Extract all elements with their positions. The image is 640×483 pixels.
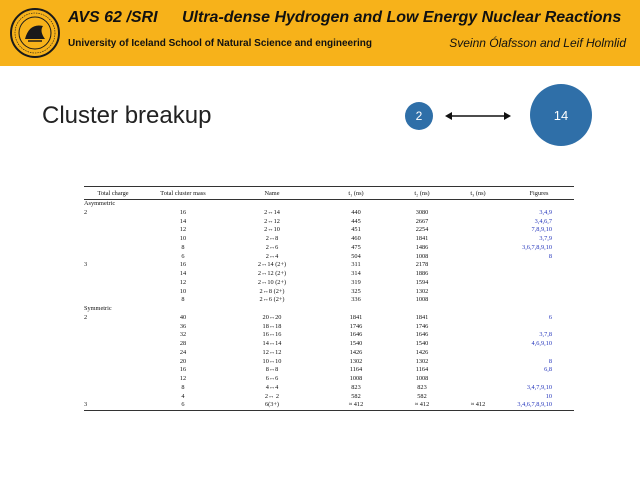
cell-name: 10↔10 [262,357,282,365]
section-label: Symmetric [84,305,112,312]
cell-name: 2↔8 [265,235,279,242]
cell-fig: 6,8 [544,366,552,374]
cell-t2: 1008 [415,296,429,304]
cell-fig: 4,6,9,10 [531,340,552,347]
cell-t2: 1426 [415,348,429,356]
cell-mass: 10 [179,287,187,295]
table-row [84,384,574,393]
section-label: Asymmetric [84,200,116,207]
cell-t3 [452,375,504,384]
cell-charge [84,218,142,227]
cell-charge [84,235,142,244]
cell-name: 20↔20 [262,313,282,321]
cell-t3 [452,226,504,235]
cell-t1: 1008 [349,375,363,382]
cell-fig: 3,6,7,8,9,10 [522,243,552,251]
cell-charge [84,244,142,253]
cell-charge [84,358,142,367]
cell-t2: 1841 [415,235,429,242]
cell-t2: 1008 [415,252,429,260]
cell-name: 6↔6 [265,375,279,382]
cell-t2: 1164 [415,366,429,374]
cell-charge [84,340,142,349]
cell-t1: 325 [351,287,361,295]
cell-mass: 12 [179,278,187,286]
cell-t3 [452,218,504,227]
cell-t1: 336 [351,296,361,304]
cell-fig [504,261,574,270]
table-row [84,375,574,384]
cell-t3 [452,331,504,340]
cell-fig: 3,7,9 [539,235,552,242]
university-seal-logo [10,8,60,58]
cell-name: 2↔14 [264,208,280,216]
cell-mass: 4 [181,392,185,400]
cell-fig [504,296,574,305]
cluster-small-label: 2 [415,109,423,123]
cell-t1: 1746 [349,322,363,330]
cell-mass: 16 [179,261,187,269]
cell-name: 14↔14 [262,340,282,347]
cell-mass: 12 [179,375,187,382]
cell-name: 8↔8 [265,366,279,374]
cell-t3 [452,288,504,297]
conference-name: AVS 62 /SRI [68,9,158,26]
cell-name: 18↔18 [262,322,282,330]
cell-t3 [452,296,504,305]
cell-mass: 8 [181,243,185,251]
cell-mass: 8 [181,383,185,391]
cell-fig [504,349,574,358]
slide-title: Cluster breakup [42,102,212,129]
table-row [84,393,574,402]
table-row [84,244,574,253]
cell-name: 2↔4 [265,252,279,260]
cell-name: 12↔12 [262,348,282,356]
cell-fig [504,323,574,332]
cell-t3 [452,340,504,349]
cell-fig: 8 [548,357,552,365]
cell-charge: 3 [84,401,142,410]
cell-t2: ≈ 412 [392,401,452,410]
cell-t3 [452,314,504,323]
cell-fig: 6 [548,313,552,321]
header-figures: Figures [504,187,574,200]
table-section-row [84,305,574,314]
cell-t3 [452,323,504,332]
header-t1: t₁ (ns) [320,187,392,200]
cell-fig: 8 [548,252,552,260]
cell-t2: 823 [417,383,427,391]
header-total-cluster-mass: Total cluster mass [142,187,224,200]
cell-t2: 1008 [415,375,429,382]
cell-t1: 582 [351,392,361,400]
table-row [84,401,574,410]
table-row [84,288,574,297]
cell-t3: ≈ 412 [452,401,504,410]
cell-t3 [452,235,504,244]
cell-t1: ≈ 412 [320,401,392,410]
cell-charge [84,349,142,358]
cell-charge [84,366,142,375]
authors: Sveinn Ólafsson and Leif Holmlid [449,36,626,50]
cell-name: 2↔6 [265,243,279,251]
cell-name: 2↔10 (2+) [257,278,287,286]
table-section-row [84,200,574,209]
header-bar [0,0,640,66]
cell-t3 [452,384,504,393]
cell-mass: 14 [179,217,187,225]
cell-fig: 7,8,9,10 [531,226,552,234]
cell-t3 [452,349,504,358]
table-row [84,314,574,323]
cell-name: 2↔8 (2+) [259,287,285,295]
cell-charge [84,253,142,262]
cell-mass: 40 [179,313,187,321]
cell-t3 [452,270,504,279]
cell-t2: 1646 [415,331,429,339]
cell-fig [504,288,574,297]
table-header-row [84,187,574,200]
cell-charge [84,331,142,340]
cell-t2: 1302 [415,357,429,365]
cell-name: 16↔16 [262,331,282,339]
cell-t1: 1426 [349,348,363,356]
cell-fig: 3,4,9 [539,208,552,216]
cell-name: 2↔10 [264,226,280,234]
cell-t2: 1594 [415,278,429,286]
cluster-circle-small [405,102,433,130]
cell-t1: 319 [351,278,361,286]
data-table [84,186,574,411]
table-row [84,279,574,288]
university-name: University of Iceland School of Natural Science and engineering [68,38,372,49]
cell-name: 4↔4 [265,383,279,391]
cell-t1: 314 [351,270,361,277]
cell-t1: 311 [351,261,361,269]
table-row [84,366,574,375]
cell-mass: 6 [142,401,224,410]
cell-fig: 3,4,6,7 [534,217,552,225]
cell-charge [84,288,142,297]
table-row [84,323,574,332]
cell-charge [84,393,142,402]
cell-t1: 823 [351,383,361,391]
cell-t3 [452,209,504,218]
cell-fig [504,279,574,288]
cell-t1: 440 [351,208,361,216]
cell-mass: 32 [179,331,187,339]
cell-mass: 20 [179,357,187,365]
table-row [84,235,574,244]
cluster-table [84,186,574,411]
cell-mass: 36 [179,322,187,330]
table-row [84,340,574,349]
presentation-title: Ultra-dense Hydrogen and Low Energy Nuclear Reactions [182,9,622,26]
cell-fig: 3,4,6,7,8,9,10 [504,401,574,410]
cell-fig [504,270,574,279]
cell-t1: 451 [351,226,361,234]
table-row [84,218,574,227]
cell-fig [504,375,574,384]
table-row [84,358,574,367]
cell-t3 [452,279,504,288]
cell-t2: 2667 [415,217,429,225]
header-total-charge: Total charge [84,187,142,200]
cell-charge: 2 [84,313,88,321]
cell-name: 6(3+) [224,401,320,410]
cell-t3 [452,358,504,367]
cell-fig: 3,7,8 [539,331,552,339]
table-row [84,270,574,279]
cell-charge [84,323,142,332]
cell-mass: 6 [181,252,185,260]
table-row [84,226,574,235]
cell-t2: 1486 [415,243,429,251]
cell-t3 [452,261,504,270]
table-row [84,296,574,305]
cell-t2: 2254 [415,226,429,234]
table-row [84,209,574,218]
cell-name: 2↔14 (2+) [257,261,287,269]
cell-fig: 3,4,7,9,10 [526,383,552,391]
cell-mass: 16 [179,366,187,374]
cell-t1: 475 [351,243,361,251]
table-row [84,253,574,262]
cell-t1: 1302 [349,357,363,365]
table-row [84,331,574,340]
cell-charge: 2 [84,208,88,216]
cell-t1: 445 [351,217,361,225]
cell-t3 [452,393,504,402]
cell-mass: 24 [179,348,187,356]
table-row [84,261,574,270]
cell-charge [84,375,142,384]
cell-t2: 1886 [415,270,429,277]
cell-name: 2↔ 2 [264,392,280,400]
cell-t1: 504 [351,252,361,260]
cell-mass: 10 [179,235,187,242]
cell-t2: 1302 [415,287,429,295]
header-name: Name [224,187,320,200]
cell-t1: 1164 [349,366,363,374]
cell-t1: 1540 [349,340,363,347]
cell-charge [84,270,142,279]
cell-t2: 1746 [415,322,429,330]
cell-t1: 1646 [349,331,363,339]
cell-t3 [452,244,504,253]
header-t2: t₂ (ns) [392,187,452,200]
cell-t2: 582 [417,392,427,400]
cell-t1: 1841 [349,313,363,321]
cell-name: 2↔6 (2+) [259,296,285,304]
header-t3: t₃ (ns) [452,187,504,200]
cell-mass: 8 [181,296,185,304]
cell-name: 2↔12 (2+) [257,270,287,277]
table-row [84,349,574,358]
cell-charge [84,279,142,288]
table-body [84,200,574,411]
cell-mass: 14 [179,270,187,277]
cell-mass: 12 [179,226,187,234]
cell-charge [84,296,142,305]
cell-charge: 3 [84,261,88,269]
cluster-large-label: 14 [553,107,569,123]
cell-t2: 1540 [415,340,429,347]
cell-t3 [452,253,504,262]
cluster-circle-large [530,84,592,146]
cell-mass: 16 [179,208,187,216]
cell-t1: 460 [351,235,361,242]
cell-charge [84,226,142,235]
double-arrow-icon [444,108,512,124]
cell-t2: 2178 [415,261,429,269]
cell-t2: 3080 [415,208,429,216]
cell-fig: 10 [545,392,552,400]
cell-mass: 28 [179,340,187,347]
cell-name: 2↔12 [264,217,280,225]
cell-charge [84,384,142,393]
cell-t2: 1841 [415,313,429,321]
cell-t3 [452,366,504,375]
